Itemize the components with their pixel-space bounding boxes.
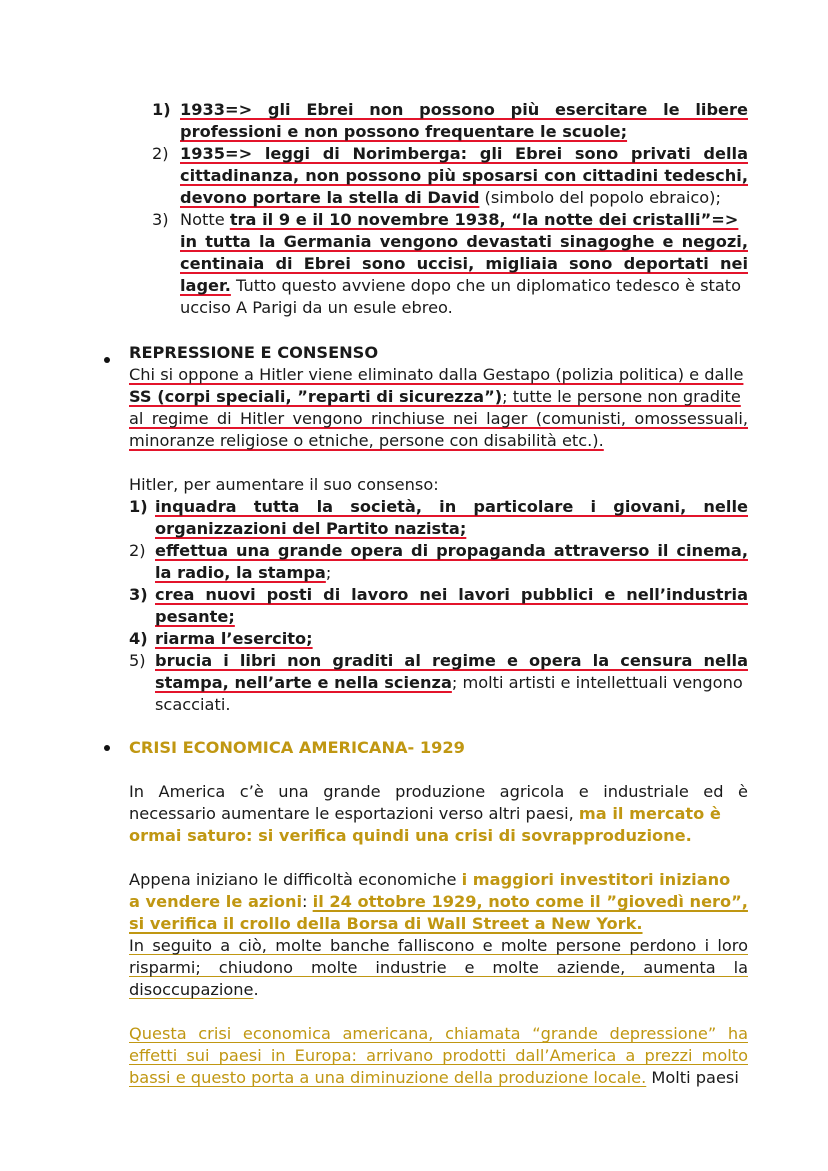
highlight: a vendere le azioni: [129, 892, 303, 911]
list-number: 2): [152, 144, 169, 163]
highlight: devono portare la stella di David: [180, 188, 480, 207]
list-number: 4): [129, 629, 148, 648]
list-number: 1): [152, 100, 171, 119]
section-heading: REPRESSIONE E CONSENSO: [129, 343, 379, 362]
paragraph-line: Questa crisi economica americana, chiamata “grande depressione” ha: [129, 1024, 748, 1043]
plain-text: Molti paesi: [646, 1068, 739, 1087]
highlight: disoccupazione: [129, 980, 254, 999]
plain-text: ; tutte le persone non gradite: [502, 387, 741, 406]
highlight: la radio, la stampa: [155, 563, 326, 582]
paragraph-line: Hitler, per aumentare il suo consenso:: [129, 475, 439, 494]
list-item-text: organizzazioni del Partito nazista;: [155, 519, 467, 538]
plain-text: Notte: [180, 210, 230, 229]
plain-text: (simbolo del popolo ebraico);: [479, 188, 721, 207]
list-item-text: riarma l’esercito;: [155, 629, 313, 648]
paragraph-line: minoranze religiose o etniche, persone con disabilità etc.).: [129, 431, 604, 450]
list-number: 3): [152, 210, 169, 229]
paragraph-line: effetti sui paesi in Europa: arrivano prodotti dall’America a prezzi molto: [129, 1046, 748, 1065]
paragraph-line: si verifica il crollo della Borsa di Wall Street a New York.: [129, 914, 643, 933]
paragraph-line: ormai saturo: si verifica quindi una crisi di sovrapproduzione.: [129, 826, 692, 845]
list-item-text: centinaia di Ebrei sono uccisi, migliaia sono deportati nei: [180, 254, 748, 273]
paragraph-line: [129, 891, 748, 913]
highlight: stampa, nell’arte e nella scienza: [155, 673, 452, 692]
highlight: bassi e questo porta a una diminuzione della produzione locale.: [129, 1068, 647, 1087]
bullet-icon: [104, 745, 110, 751]
list-number: 2): [129, 541, 146, 560]
highlight: il 24 ottobre 1929, noto come il ”giovedì nero”,: [312, 892, 748, 911]
list-number: 3): [129, 585, 148, 604]
list-item-text: professioni e non possono frequentare le scuole;: [180, 122, 628, 141]
list-item-text: crea nuovi posti di lavoro nei lavori pubblici e nell’industria: [155, 585, 748, 604]
list-item-text: [180, 209, 738, 231]
plain-text: .: [253, 980, 259, 999]
paragraph-line: In America c’è una grande produzione agricola e industriale ed è: [129, 782, 748, 801]
highlight: ma il mercato è: [578, 804, 721, 823]
list-item-text: inquadra tutta la società, in particolare i giovani, nelle: [155, 497, 748, 516]
list-item-text: brucia i libri non graditi al regime e opera la censura nella: [155, 651, 748, 670]
list-number: 1): [129, 497, 148, 516]
highlight: tra il 9 e il 10 novembre 1938, “la notte dei cristalli”=>: [229, 210, 739, 229]
list-item-text: ucciso A Parigi da un esule ebreo.: [180, 298, 453, 317]
list-item-text: [180, 275, 741, 297]
plain-text: ;: [325, 563, 332, 582]
paragraph-line: In seguito a ciò, molte banche falliscono e molte persone perdono i loro: [129, 936, 748, 955]
plain-text: ; molti artisti e intellettuali vengono: [451, 673, 743, 692]
paragraph-line: [129, 869, 730, 891]
list-item-text: 1933=> gli Ebrei non possono più esercitare le libere: [180, 100, 748, 119]
list-item-text: scacciati.: [155, 695, 231, 714]
highlight: SS (corpi speciali, ”reparti di sicurezza”): [129, 387, 503, 406]
plain-text: Tutto questo avviene dopo che un diplomatico tedesco è stato: [230, 276, 742, 295]
list-number: 5): [129, 651, 146, 670]
paragraph-line: [129, 386, 741, 408]
list-item-text: cittadinanza, non possono più sposarsi con cittadini tedeschi,: [180, 166, 748, 185]
plain-text: :: [302, 892, 313, 911]
plain-text: Appena iniziano le difficoltà economiche: [129, 870, 462, 889]
plain-text: necessario aumentare le esportazioni verso altri paesi,: [129, 804, 579, 823]
paragraph-line: Chi si oppone a Hitler viene eliminato dalla Gestapo (polizia politica) e dalle: [129, 365, 744, 384]
bullet-icon: [104, 357, 110, 363]
list-item-text: [155, 672, 743, 694]
paragraph-line: [129, 803, 721, 825]
list-item-text: pesante;: [155, 607, 235, 626]
list-item-text: effettua una grande opera di propaganda attraverso il cinema,: [155, 541, 748, 560]
list-item-text: 1935=> leggi di Norimberga: gli Ebrei sono privati della: [180, 144, 748, 163]
list-item-text: [155, 562, 331, 584]
paragraph-line: al regime di Hitler vengono rinchiuse nei lager (comunisti, omossessuali,: [129, 409, 748, 428]
paragraph-line: risparmi; chiudono molte industrie e molte aziende, aumenta la: [129, 958, 748, 977]
highlight: lager.: [180, 276, 231, 295]
list-item-text: [180, 187, 721, 209]
section-heading: CRISI ECONOMICA AMERICANA- 1929: [129, 738, 465, 757]
list-item-text: in tutta la Germania vengono devastati sinagoghe e negozi,: [180, 232, 748, 251]
paragraph-line: [129, 979, 259, 1001]
highlight: i maggiori investitori iniziano: [461, 870, 731, 889]
paragraph-line: [129, 1067, 739, 1089]
